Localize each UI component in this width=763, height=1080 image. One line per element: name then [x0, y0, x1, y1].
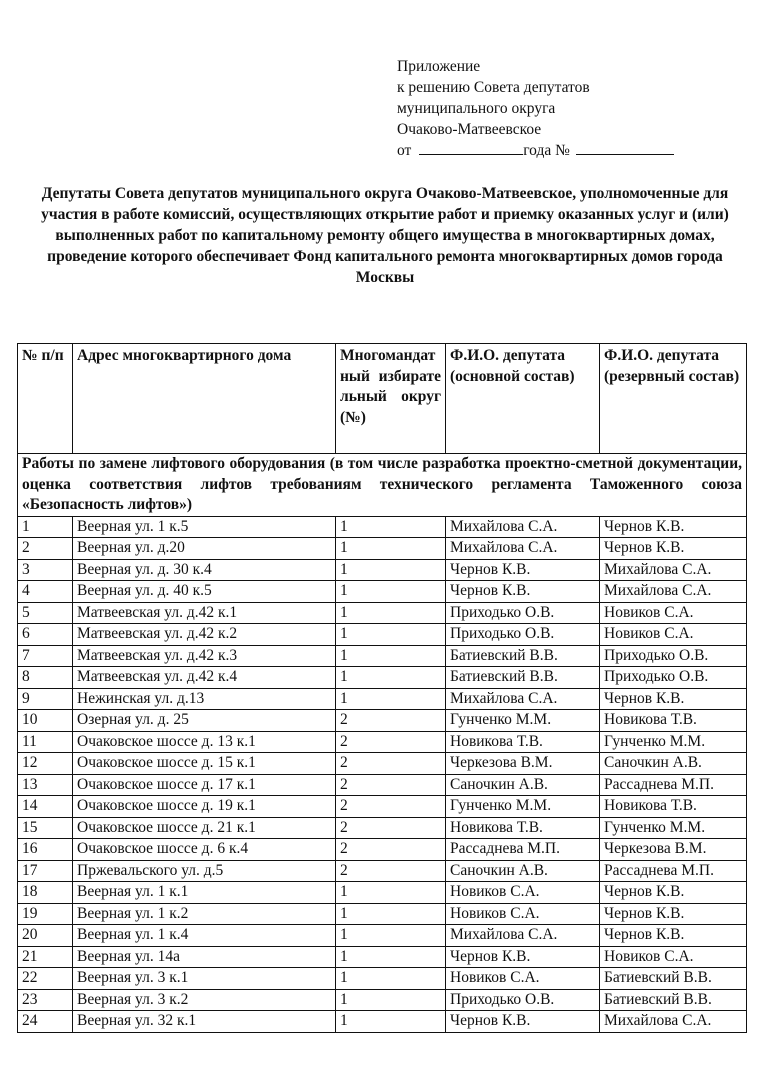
row-number: 8 [18, 667, 73, 689]
appendix-block [397, 56, 674, 161]
table-row [18, 925, 747, 947]
row-district: 2 [336, 710, 446, 732]
row-reserve-deputy: Новикова Т.В. [600, 796, 747, 818]
row-number: 6 [18, 624, 73, 646]
row-number: 2 [18, 538, 73, 560]
row-reserve-deputy: Михайлова С.А. [600, 1011, 747, 1033]
row-main-deputy: Гунченко М.М. [446, 796, 600, 818]
table-row [18, 688, 747, 710]
row-reserve-deputy: Черкезова В.М. [600, 839, 747, 861]
row-number: 18 [18, 882, 73, 904]
row-address: Очаковское шоссе д. 15 к.1 [73, 753, 336, 775]
table-row [18, 968, 747, 990]
row-reserve-deputy: Чернов К.В. [600, 516, 747, 538]
row-main-deputy: Новиков С.А. [446, 882, 600, 904]
row-address: Матвеевская ул. д.42 к.2 [73, 624, 336, 646]
row-reserve-deputy: Новикова Т.В. [600, 710, 747, 732]
row-main-deputy: Михайлова С.А. [446, 688, 600, 710]
appendix-line: Очаково-Матвеевское [397, 121, 542, 138]
document-title: Депутаты Совета депутатов муниципального округа Очаково-Матвеевское, уполномоченные для участия в работе комиссий, осуществляющих открытие работ и приемку оказанных услуг и (или) выполненных работ по капитальному ремонту общего имущества в многоквартирных домах, проведение которого обеспечивает Фонд капитального ремонта многоквартирных домов города Москвы [41, 185, 729, 286]
appendix-line: Приложение [397, 58, 481, 75]
row-main-deputy: Чернов К.В. [446, 1011, 600, 1033]
row-address: Очаковское шоссе д. 19 к.1 [73, 796, 336, 818]
date-middle: года № [523, 142, 570, 159]
row-address: Очаковское шоссе д. 17 к.1 [73, 774, 336, 796]
row-address: Веерная ул. 3 к.2 [73, 989, 336, 1011]
row-district: 2 [336, 839, 446, 861]
row-number: 21 [18, 946, 73, 968]
row-main-deputy: Чернов К.В. [446, 581, 600, 603]
row-district: 1 [336, 925, 446, 947]
row-main-deputy: Приходько О.В. [446, 624, 600, 646]
row-district: 1 [336, 968, 446, 990]
row-reserve-deputy: Чернов К.В. [600, 925, 747, 947]
date-prefix: от [397, 142, 412, 159]
table-row [18, 645, 747, 667]
row-district: 1 [336, 989, 446, 1011]
row-address: Веерная ул. 14а [73, 946, 336, 968]
row-main-deputy: Саночкин А.В. [446, 860, 600, 882]
row-address: Веерная ул. 1 к.5 [73, 516, 336, 538]
row-district: 2 [336, 860, 446, 882]
row-reserve-deputy: Саночкин А.В. [600, 753, 747, 775]
table-row [18, 882, 747, 904]
row-main-deputy: Чернов К.В. [446, 559, 600, 581]
row-district: 1 [336, 645, 446, 667]
row-address: Очаковское шоссе д. 6 к.4 [73, 839, 336, 861]
section-title: Работы по замене лифтового оборудования (в том числе разработка проектно-сметной документации, оценка соответствия лифтов требованиям технического регламента Таможенного союза «Безопасность лифтов») [18, 454, 747, 517]
row-district: 2 [336, 796, 446, 818]
table-row [18, 602, 747, 624]
appendix-line: муниципального округа [397, 100, 556, 117]
row-main-deputy: Новикова Т.В. [446, 817, 600, 839]
table-row [18, 516, 747, 538]
row-reserve-deputy: Батиевский В.В. [600, 989, 747, 1011]
header-reserve: Ф.И.О. депутата (резервный состав) [600, 344, 747, 454]
header-district: Многомандатный избирательный округ (№) [336, 344, 446, 454]
row-address: Веерная ул. 1 к.4 [73, 925, 336, 947]
row-address: Матвеевская ул. д.42 к.4 [73, 667, 336, 689]
row-reserve-deputy: Рассаднева М.П. [600, 774, 747, 796]
table-row [18, 989, 747, 1011]
row-number: 23 [18, 989, 73, 1011]
appendix-line: к решению Совета депутатов [397, 79, 590, 96]
table-row [18, 946, 747, 968]
row-main-deputy: Приходько О.В. [446, 602, 600, 624]
row-address: Веерная ул. 3 к.1 [73, 968, 336, 990]
row-main-deputy: Батиевский В.В. [446, 645, 600, 667]
row-main-deputy: Рассаднева М.П. [446, 839, 600, 861]
table-header-row [18, 344, 747, 454]
row-number: 14 [18, 796, 73, 818]
row-number: 11 [18, 731, 73, 753]
row-number: 17 [18, 860, 73, 882]
row-main-deputy: Черкезова В.М. [446, 753, 600, 775]
date-blank [419, 140, 523, 155]
row-number: 4 [18, 581, 73, 603]
header-num: № п/п [18, 344, 73, 454]
row-main-deputy: Приходько О.В. [446, 989, 600, 1011]
table-row [18, 710, 747, 732]
row-main-deputy: Саночкин А.В. [446, 774, 600, 796]
row-number: 3 [18, 559, 73, 581]
row-address: Веерная ул. д.20 [73, 538, 336, 560]
row-district: 1 [336, 516, 446, 538]
row-number: 16 [18, 839, 73, 861]
table-row [18, 860, 747, 882]
row-main-deputy: Михайлова С.А. [446, 516, 600, 538]
header-address: Адрес многоквартирного дома [73, 344, 336, 454]
row-address: Матвеевская ул. д.42 к.3 [73, 645, 336, 667]
row-reserve-deputy: Гунченко М.М. [600, 817, 747, 839]
table-row [18, 1011, 747, 1033]
table-row [18, 538, 747, 560]
row-reserve-deputy: Рассаднева М.П. [600, 860, 747, 882]
row-address: Нежинская ул. д.13 [73, 688, 336, 710]
row-main-deputy: Новиков С.А. [446, 903, 600, 925]
row-number: 13 [18, 774, 73, 796]
row-address: Веерная ул. д. 30 к.4 [73, 559, 336, 581]
row-number: 12 [18, 753, 73, 775]
table-row [18, 796, 747, 818]
row-reserve-deputy: Батиевский В.В. [600, 968, 747, 990]
row-reserve-deputy: Чернов К.В. [600, 903, 747, 925]
table-row [18, 753, 747, 775]
table-row [18, 624, 747, 646]
row-number: 15 [18, 817, 73, 839]
row-address: Пржевальского ул. д.5 [73, 860, 336, 882]
row-reserve-deputy: Новиков С.А. [600, 624, 747, 646]
row-address: Озерная ул. д. 25 [73, 710, 336, 732]
row-number: 9 [18, 688, 73, 710]
row-main-deputy: Михайлова С.А. [446, 538, 600, 560]
row-district: 2 [336, 774, 446, 796]
table-row [18, 839, 747, 861]
row-number: 19 [18, 903, 73, 925]
row-reserve-deputy: Чернов К.В. [600, 882, 747, 904]
row-main-deputy: Батиевский В.В. [446, 667, 600, 689]
row-address: Веерная ул. 1 к.1 [73, 882, 336, 904]
row-reserve-deputy: Чернов К.В. [600, 688, 747, 710]
row-address: Веерная ул. 1 к.2 [73, 903, 336, 925]
table-row [18, 774, 747, 796]
row-reserve-deputy: Михайлова С.А. [600, 581, 747, 603]
row-district: 1 [336, 624, 446, 646]
row-number: 5 [18, 602, 73, 624]
row-district: 1 [336, 903, 446, 925]
row-main-deputy: Новиков С.А. [446, 968, 600, 990]
row-district: 1 [336, 1011, 446, 1033]
row-number: 22 [18, 968, 73, 990]
row-district: 1 [336, 581, 446, 603]
row-district: 1 [336, 946, 446, 968]
row-reserve-deputy: Новиков С.А. [600, 946, 747, 968]
row-address: Матвеевская ул. д.42 к.1 [73, 602, 336, 624]
row-district: 2 [336, 753, 446, 775]
row-district: 1 [336, 882, 446, 904]
row-address: Очаковское шоссе д. 21 к.1 [73, 817, 336, 839]
row-number: 10 [18, 710, 73, 732]
row-address: Веерная ул. 32 к.1 [73, 1011, 336, 1033]
table-row [18, 559, 747, 581]
table-row [18, 667, 747, 689]
row-reserve-deputy: Чернов К.В. [600, 538, 747, 560]
row-district: 1 [336, 602, 446, 624]
row-number: 1 [18, 516, 73, 538]
row-main-deputy: Гунченко М.М. [446, 710, 600, 732]
row-district: 1 [336, 667, 446, 689]
row-address: Очаковское шоссе д. 13 к.1 [73, 731, 336, 753]
section-row [18, 454, 747, 517]
row-number: 7 [18, 645, 73, 667]
row-number: 20 [18, 925, 73, 947]
row-district: 1 [336, 559, 446, 581]
table-row [18, 731, 747, 753]
row-main-deputy: Михайлова С.А. [446, 925, 600, 947]
row-district: 2 [336, 731, 446, 753]
row-main-deputy: Чернов К.В. [446, 946, 600, 968]
row-main-deputy: Новикова Т.В. [446, 731, 600, 753]
row-district: 1 [336, 688, 446, 710]
row-district: 1 [336, 538, 446, 560]
table-row [18, 817, 747, 839]
number-blank [576, 140, 674, 155]
row-address: Веерная ул. д. 40 к.5 [73, 581, 336, 603]
row-reserve-deputy: Приходько О.В. [600, 667, 747, 689]
row-reserve-deputy: Михайлова С.А. [600, 559, 747, 581]
table-row [18, 903, 747, 925]
row-reserve-deputy: Гунченко М.М. [600, 731, 747, 753]
row-reserve-deputy: Приходько О.В. [600, 645, 747, 667]
row-reserve-deputy: Новиков С.А. [600, 602, 747, 624]
row-district: 2 [336, 817, 446, 839]
table-row [18, 581, 747, 603]
deputies-table [17, 343, 747, 1033]
row-number: 24 [18, 1011, 73, 1033]
appendix-date-line [397, 140, 674, 161]
header-main: Ф.И.О. депутата (основной состав) [446, 344, 600, 454]
